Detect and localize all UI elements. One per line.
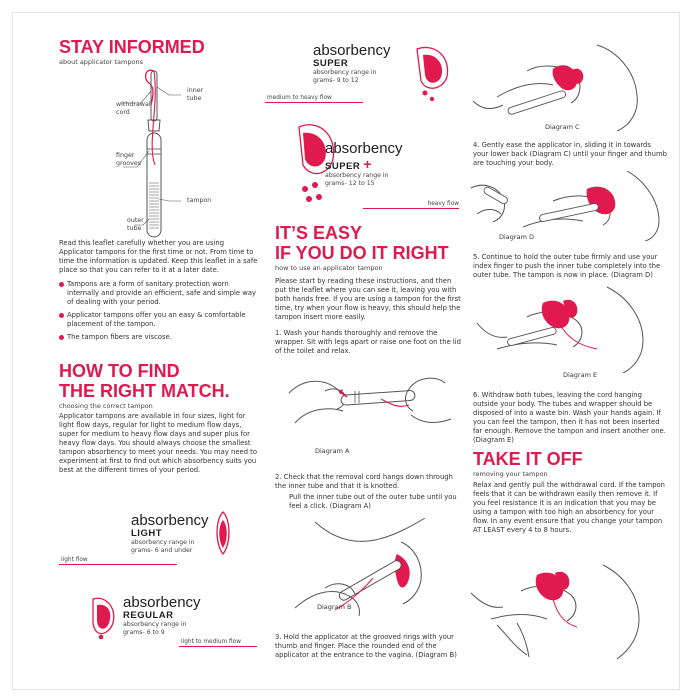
- label-finger-grooves: finger grooves: [116, 152, 142, 167]
- step-5: 5. Continue to hold the outer tube firmly and use your index finger to push the inner tube completely into the outer tube. The tampon is now in place. (Diagram D): [473, 253, 661, 279]
- column-right: [467, 13, 667, 689]
- range-line1: absorbency range in: [313, 69, 377, 76]
- super-flow-label: medium to heavy flow: [265, 95, 363, 103]
- range-line2: grams- 9 to 12: [313, 76, 359, 84]
- diagram-a-illustration: [285, 363, 455, 443]
- match-title-line2: THE RIGHT MATCH.: [59, 381, 230, 401]
- absorbency-level: SUPER +: [325, 156, 373, 172]
- diagram-d-inset: [467, 178, 527, 228]
- easy-paragraph: Please start by reading these instructions, and then put the leaflet where you can see it, leaving you with both hands free. If you are using a tampon for the first time, try when your flow is heavy, this should help the tampon insert more easily.: [275, 277, 461, 321]
- regular-drop-icon: [89, 593, 119, 643]
- absorbency-level: REGULAR: [123, 610, 174, 621]
- range-line2: grams- 6 to 9: [123, 628, 165, 636]
- light-flow-label: light flow: [59, 557, 177, 565]
- step-2-part1: 2. Check that the removal cord hangs down through the inner tube and that it is knotted.: [275, 473, 453, 490]
- label-tampon: tampon: [187, 197, 212, 204]
- diagram-e-caption: Diagram E: [563, 371, 598, 379]
- step-4: 4. Gently ease the applicator in, sliding it in towards your lower back (Diagram C) until your finger and thumb are touching your body.: [473, 141, 667, 167]
- label-withdrawal-cord: withdrawal cord: [116, 101, 151, 116]
- intro-paragraph: Read this leaflet carefully whether you are using Applicator tampons for the first time or not. From time to time the information is updated. Keep this leaflet in a safe place so that you can refer to it at a later date.: [59, 239, 258, 274]
- easy-title-line1: IT’S EASY: [275, 223, 363, 243]
- range-line1: absorbency range in: [325, 172, 389, 179]
- absorbency-level: SUPER: [313, 58, 349, 69]
- plus-sign: +: [363, 156, 373, 172]
- super-drop-icon: [413, 43, 453, 103]
- step-2-part2: Pull the inner tube out of the outer tube until you feel a click. (Diagram A): [289, 493, 457, 510]
- bullet-item: Applicator tampons offer you an easy & comfortable placement of the tampon.: [59, 311, 259, 329]
- column-middle: [265, 13, 461, 689]
- match-subtitle: choosing the correct tampon: [59, 402, 153, 410]
- match-title-line1: HOW TO FIND: [59, 361, 180, 381]
- label-inner-tube: inner tube: [187, 87, 204, 102]
- diagram-a-caption: Diagram A: [315, 447, 350, 455]
- take-it-off-paragraph: Relax and gently pull the withdrawal cord. If the tampon feels that it can be withdrawn easily then remove it. If you feel resistance it is an indication that you may be using a tampon with too high an absorbency for your flow. In any event ensure that you change your tampon AT LEAST every 4 to 8 hours.: [473, 481, 665, 534]
- absorbency-word: absorbency: [123, 594, 201, 611]
- absorbency-level: LIGHT: [131, 528, 162, 539]
- label-outer-tube: outer tube: [127, 217, 144, 232]
- diagram-d-illustration: [523, 171, 667, 241]
- absorbency-word: absorbency: [325, 140, 403, 157]
- superplus-flow-label: heavy flow: [363, 201, 459, 209]
- take-it-off-title: TAKE IT OFF: [473, 449, 583, 469]
- bullet-item: The tampon fibers are viscose.: [59, 333, 259, 342]
- step-6: 6. Withdraw both tubes, leaving the cord hanging outside your body. The tubes and wrapper should be disposed of into a waste bin. Wash your hands again. If you can feel the tampon, then it has not been inserted far enough. Remove the tampon and insert another one. (Diagram E): [473, 391, 666, 444]
- leaflet-page: [12, 12, 680, 690]
- diagram-d-caption: Diagram D: [499, 233, 534, 241]
- range-line1: absorbency range in: [123, 621, 187, 628]
- stay-informed-title: STAY INFORMED: [59, 37, 205, 57]
- diagram-b-caption: Diagram B: [317, 603, 352, 611]
- step-3: 3. Hold the applicator at the grooved rings with your thumb and finger. Place the rounded end of the applicator at the entrance to the vagina. (Diagram B): [275, 633, 457, 659]
- easy-title-line2: IF YOU DO IT RIGHT: [275, 243, 449, 263]
- range-line2: grams- 12 to 15: [325, 179, 375, 187]
- bullet-item: Tampons are a form of sanitary protection worn internally and provide an efficient, safe and simple way of dealing with your period.: [59, 280, 259, 307]
- absorbency-word: absorbency: [131, 512, 209, 529]
- absorbency-regular: [123, 595, 233, 636]
- light-drop-icon: [213, 510, 233, 560]
- regular-flow-label: light to medium flow: [179, 639, 257, 647]
- absorbency-word: absorbency: [313, 42, 391, 59]
- column-left: [59, 13, 259, 689]
- absorbency-super: [313, 43, 423, 84]
- diagram-c-illustration: [467, 41, 667, 131]
- range-line2: grams- 6 and under: [131, 546, 193, 554]
- step-1: 1. Wash your hands thoroughly and remove the wrapper. Sit with legs apart or raise one foot on the lid of the toilet and relax.: [275, 329, 462, 355]
- match-paragraph: Applicator tampons are available in four sizes, light for light flow days, regular for light to medium flow days, super for medium to heavy flow days and super plus for heavy flow days. You should always choose the smallest tampon absorbency to meet your needs. You may need to experiment at first to find out which absorbency suits you best at the different times of your period.: [59, 412, 257, 474]
- take-it-off-subtitle: removing your tampon: [473, 470, 548, 478]
- stay-informed-subtitle: about applicator tampons: [59, 58, 143, 66]
- range-line1: absorbency range in: [131, 539, 195, 546]
- absorbency-super-plus: [325, 141, 435, 187]
- easy-subtitle: how to use an applicator tampon: [275, 264, 383, 272]
- diagram-e-illustration: [467, 283, 667, 373]
- removal-illustration: [467, 563, 667, 663]
- diagram-b-illustration: [275, 518, 461, 618]
- diagram-c-caption: Diagram C: [545, 123, 580, 131]
